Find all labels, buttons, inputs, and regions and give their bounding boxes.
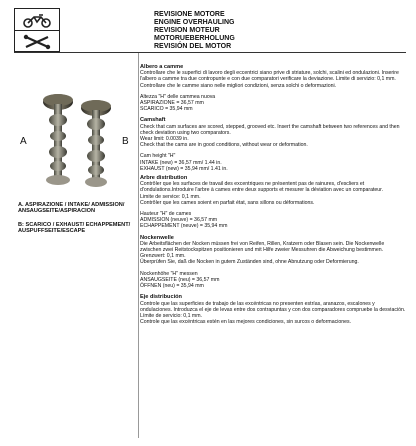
caption-intake: A. ASPIRAZIONE / INTAKE/ ADMISSION/ ANSAUGSEITE/ASPIRACION [18, 202, 125, 215]
measure-exhaust-fr: ECHAPPEMENT (neuve) = 35,94 mm [140, 223, 228, 230]
heading-de: Nockenwelle [140, 234, 174, 241]
body2-fr: Contrôler que les cames soient en parfait état, sans sillons ou déformations. [140, 199, 315, 206]
limit-de: Grenzwert: 0,1 mm. [140, 253, 186, 260]
column-divider [138, 53, 139, 438]
measure-exhaust-en: EXHAUST (new) = 35,94 mm/ 1.41 in. [140, 165, 228, 172]
wear-limit-en: Wear limit: 0.0039 in. [140, 136, 189, 143]
body-it: Controllare che le superfici di lavoro degli eccentrici siano prive di striature, solchi, scalini ed ondulazioni. Inserire l'albero a camme tra due contropunte e con due comparatori verificare la deviazione. Limite di servizio: 0,1 mm. Controllare che le camme siano nelle migliori condizioni, senza solchi o deformazioni. [140, 70, 399, 89]
wrench-screwdriver-icon [22, 34, 52, 50]
heading-it: Albero a camme [140, 64, 184, 70]
content-column [140, 64, 406, 325]
body-fr: Contrôler que les surfaces de travail des excentriques ne présentent pas de rainures, d'escliers et d'ondulations.Introduire l'arbre à cames entre deux supports et mesurer la déviation avec un comparateur. [140, 181, 384, 194]
measure-intake-fr: ADMISSION (neuve) = 36,57 mm [140, 217, 218, 224]
page-header [14, 8, 406, 52]
measure-intake-it: ASPIRAZIONE = 36,57 mm [140, 100, 204, 107]
measure-label-fr: Hauteur "H" de cames [140, 211, 192, 218]
figure-label-b: B [122, 136, 129, 147]
camshaft-exhaust [81, 100, 111, 187]
heading-en: Camshaft [140, 117, 166, 124]
body-en: Check that cam surfaces are scored, stepped, grooved etc. Insert the camshaft between two references and then check deviation using two comparators. [140, 123, 400, 136]
measure-intake-de: ANSAUGSEITE (neu) = 36,57 mm [140, 276, 220, 283]
body2-en: Check that the cams are in good conditions, without wear or deformation. [140, 142, 308, 149]
page-title: REVISIONE MOTORE ENGINE OVERHAULING REVISION MOTEUR MOTORUEBERHOLUNG REVISIÓN DEL MOTOR [154, 11, 235, 50]
measure-label-de: Nockenhöhe "H" messen [140, 270, 198, 277]
body-de: Die Arbeitsflächen der Nocken müssen frei von Reifen, Rillen, Kratzern oder Blasen sein. Die Nockenwelle zwischen zwei Reitstockspitzen positionieren und mit Hilfe zweier Messuhren die Abweichung bestimmen. [140, 240, 385, 254]
header-rule [14, 52, 406, 53]
camshaft-photo [18, 86, 132, 192]
measure-intake-en: INTAKE (new) = 36,57 mm/ 1.44 in. [140, 159, 222, 166]
body-es: Controle que las superficies de trabajo de las excéntricas no presenten estrías, aranazos, escalones y ondulaciones. Introduzca el eje de levas entre dos contrapuntas y con dos comparadores compruebe la desviación. [140, 300, 406, 313]
limit-fr: Limite de service: 0,1 mm. [140, 193, 201, 200]
heading-fr: Arbre distribution [140, 175, 188, 182]
caption-exhaust: B: SCARICO / EXHAUST/ ECHAPPEMENT/ AUSPUFFSEITE/ESCAPE [18, 222, 131, 235]
measure-exhaust-it: SCARICO = 35,94 mm [140, 106, 193, 113]
body2-es: Controle que las excéntricas estén en las mejores condiciones, sin surcos o deformaciones. [140, 319, 352, 326]
limit-es: Límite de servicio: 0,1 mm. [140, 312, 202, 319]
measure-label-it: Altezza "H" delle cammea nuova [140, 93, 216, 100]
measure-label-en: Cam height "H" [140, 153, 176, 160]
section-logo [14, 8, 60, 52]
motorcycle-icon [22, 12, 52, 28]
camshaft-intake [43, 94, 73, 185]
figure-label-a: A [20, 136, 27, 147]
body2-de: Überprüfen Sie, daß die Nocken in gutem Zuständen sind, ohne Abnutzung oder Deformierung. [140, 259, 359, 266]
heading-es: Eje distribución [140, 294, 182, 301]
measure-exhaust-de: ÖFFNEN (neu) = 35,94 mm [140, 283, 204, 290]
